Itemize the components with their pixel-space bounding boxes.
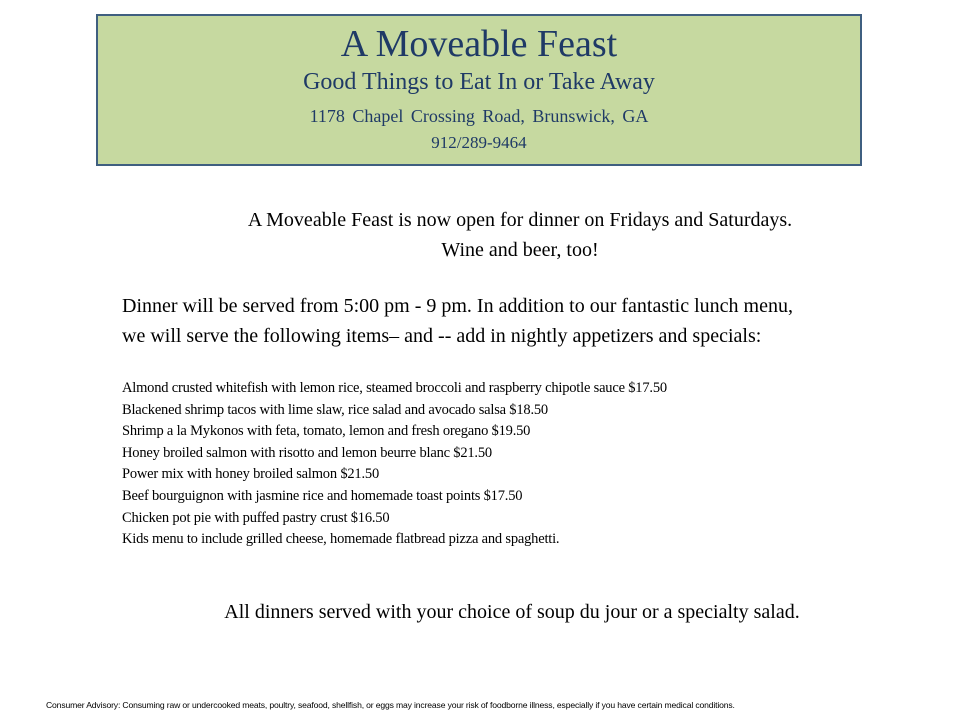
menu-item: Beef bourguignon with jasmine rice and homemade toast points $17.50 <box>122 487 523 504</box>
menu-item: Kids menu to include grilled cheese, homemade flatbread pizza and spaghetti. <box>122 531 560 548</box>
dinner-info-line-1: Dinner will be served from 5:00 pm - 9 pm. In addition to our fantastic lunch menu, <box>122 295 793 317</box>
dinner-info-line-2: we will serve the following items– and -- add in nightly appetizers and specials: <box>122 325 762 347</box>
menu-item: Honey broiled salmon with risotto and lemon beurre blanc $21.50 <box>122 444 492 461</box>
restaurant-address: 1178 Chapel Crossing Road, Brunswick, GA <box>309 106 649 126</box>
consumer-advisory: Consumer Advisory: Consuming raw or undercooked meats, poultry, seafood, shellfish, or eggs may increase your risk of foodborne illness, especially if you have certain medical conditions. <box>46 700 735 710</box>
restaurant-phone: 912/289-9464 <box>431 133 527 152</box>
dinner-menu-list <box>122 378 922 551</box>
announcement-line-2: Wine and beer, too! <box>441 239 599 261</box>
menu-item: Chicken pot pie with puffed pastry crust $16.50 <box>122 509 390 526</box>
announcement-line-1: A Moveable Feast is now open for dinner on Fridays and Saturdays. <box>247 209 793 231</box>
menu-item: Power mix with honey broiled salmon $21.50 <box>122 466 380 483</box>
restaurant-tagline: Good Things to Eat In or Take Away <box>303 69 655 95</box>
menu-item: Almond crusted whitefish with lemon rice, steamed broccoli and raspberry chipotle sauce $17.50 <box>122 380 667 396</box>
menu-item: Blackened shrimp tacos with lime slaw, rice salad and avocado salsa $18.50 <box>122 401 548 418</box>
restaurant-name: A Moveable Feast <box>340 23 618 65</box>
menu-item: Shrimp a la Mykonos with feta, tomato, lemon and fresh oregano $19.50 <box>122 423 531 440</box>
header-banner <box>96 14 862 166</box>
dinner-sides-note: All dinners served with your choice of soup du jour or a specialty salad. <box>224 601 800 623</box>
